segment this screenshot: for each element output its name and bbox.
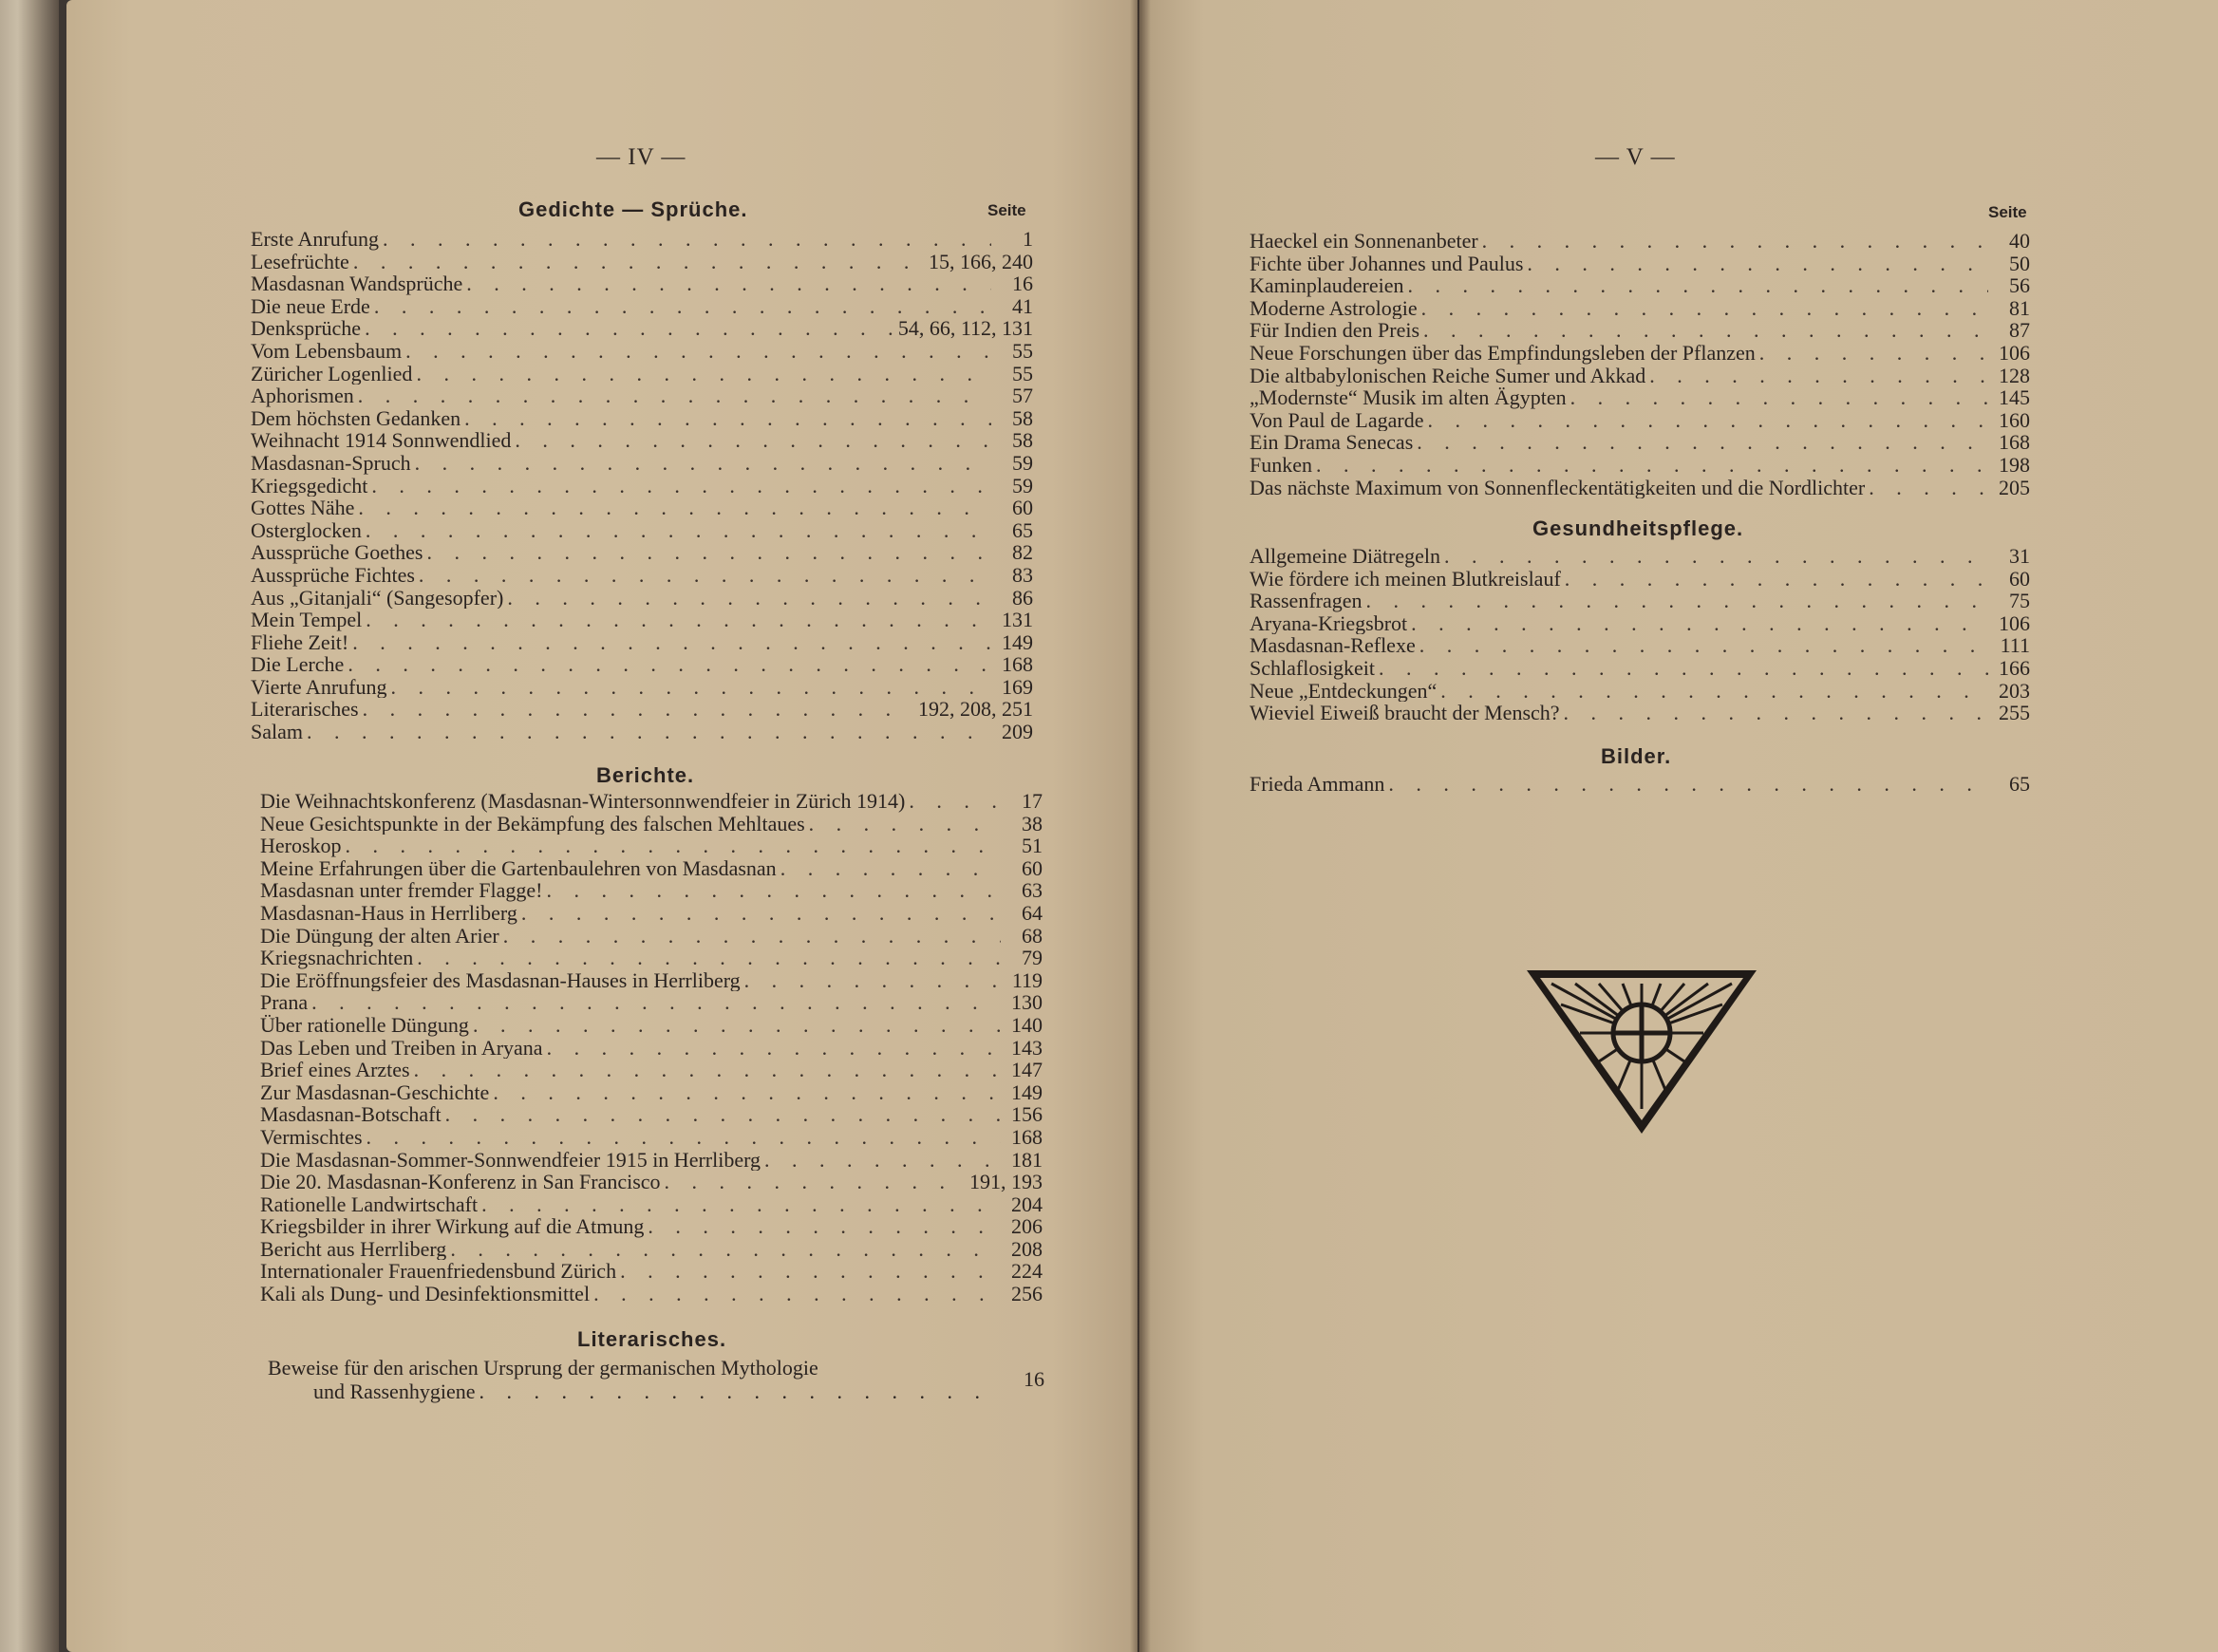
leader-dots (346, 835, 1001, 857)
toc-entry (251, 295, 1033, 318)
toc-list-gesundheit (1250, 545, 2030, 724)
toc-entry (251, 676, 1033, 699)
entry-page: 65 (1012, 518, 1033, 542)
leader-dots (1482, 230, 1988, 253)
seite-label-left: Seite (987, 201, 1026, 219)
toc-entry (260, 1149, 1043, 1172)
toc-entry (251, 587, 1033, 610)
leader-dots (1417, 431, 1988, 454)
leader-dots (1316, 454, 1988, 477)
leader-dots (1527, 253, 1988, 275)
entry-page: 192, 208, 251 (918, 698, 1033, 722)
entry-title: Heroskop (260, 835, 342, 857)
entry-page: 255 (1999, 702, 2030, 724)
entry-page: 59 (1012, 474, 1033, 497)
leader-dots (473, 1014, 1001, 1037)
entry-page: 198 (1999, 453, 2030, 477)
entry-title: Rationelle Landwirtschaft (260, 1192, 479, 1216)
toc-entry (1250, 634, 2030, 657)
entry-page: 145 (1999, 386, 2030, 409)
toc-entry (1250, 297, 2030, 320)
leader-dots (1565, 568, 1988, 591)
entry-title: Aphorismen (251, 385, 354, 407)
entry-title: Lesefrüchte (251, 250, 349, 273)
entry-title: Wie fördere ich meinen Blutkreislauf (1250, 567, 1561, 591)
entry-page: 191, 193 (969, 1171, 1043, 1193)
toc-entry (251, 407, 1033, 430)
leader-dots (365, 317, 894, 340)
entry-title: Frieda Ammann (1250, 773, 1385, 796)
toc-entry (260, 1260, 1043, 1283)
entry-page: 50 (2009, 252, 2030, 275)
entry-title: Salam (251, 721, 303, 743)
entry-title: Masdasnan unter fremder Flagge! (260, 879, 543, 902)
toc-entry (260, 1037, 1043, 1060)
entry-title: Die altbabylonischen Reiche Sumer und Akkad (1250, 364, 1646, 387)
entry-title: Die Masdasnan-Sommer-Sonnwendfeier 1915 in Herrliberg (260, 1148, 761, 1172)
toc-entry-literarisches (268, 1356, 1044, 1403)
entry-page: 131 (1002, 609, 1033, 631)
toc-entry (260, 1215, 1043, 1238)
leader-dots (405, 340, 991, 363)
toc-entry (1250, 702, 2030, 724)
entry-page: 87 (2009, 319, 2030, 342)
entry-page: 83 (1012, 563, 1033, 587)
entry-title: Masdasnan-Spruch (251, 451, 411, 475)
entry-title: Aussprüche Goethes (251, 541, 423, 564)
toc-list-bilder (1250, 773, 2030, 796)
leader-dots (366, 609, 991, 631)
toc-entry (260, 925, 1043, 948)
toc-entry (251, 631, 1033, 654)
entry-page: 38 (1022, 812, 1043, 835)
leader-dots (1564, 702, 1988, 724)
entry-page: 168 (1011, 1125, 1043, 1149)
entry-page: 75 (2009, 590, 2030, 612)
entry-page: 128 (1999, 364, 2030, 387)
leader-dots (352, 631, 991, 654)
entry-title-line2: und Rassenhygiene (313, 1380, 476, 1403)
leader-dots (507, 587, 991, 610)
toc-entry (1250, 365, 2030, 387)
toc-entry (1250, 657, 2030, 680)
toc-entry (251, 429, 1033, 452)
entry-page: 203 (1999, 679, 2030, 703)
leader-dots (311, 991, 1001, 1014)
entry-title: Erste Anrufung (251, 228, 380, 251)
leader-dots (547, 1037, 1001, 1060)
section-title-bilder: Bilder. (1601, 744, 1672, 768)
toc-entry (260, 1059, 1043, 1081)
entry-page: 166 (1999, 656, 2030, 680)
entry-title: Kali als Dung- und Desinfektionsmittel (260, 1283, 591, 1305)
entry-title: Aryana-Kriegsbrot (1250, 611, 1408, 635)
toc-entry (251, 541, 1033, 564)
entry-title: Die neue Erde (251, 294, 370, 318)
toc-entry (251, 363, 1033, 385)
entry-title: Ein Drama Senecas (1250, 431, 1414, 454)
leader-dots (358, 385, 991, 407)
toc-entry (1250, 590, 2030, 612)
toc-entry (251, 251, 1033, 273)
entry-title: Bericht aus Herrliberg (260, 1237, 447, 1261)
leader-dots (383, 228, 991, 251)
entry-title: Vierte Anrufung (251, 675, 387, 699)
leader-dots (426, 541, 991, 564)
entry-title-line1: Beweise für den arischen Ursprung der germanischen Mythologie (268, 1356, 818, 1380)
toc-entry (260, 1171, 1043, 1193)
entry-title: Meine Erfahrungen über die Gartenbaulehren von Masdasnan (260, 856, 777, 880)
toc-entry (251, 452, 1033, 475)
entry-page: 1 (1023, 228, 1033, 251)
entry-title: Wieviel Eiweiß braucht der Mensch? (1250, 702, 1560, 724)
toc-entry (251, 721, 1033, 743)
leader-dots (417, 947, 1001, 969)
section-title-gedichte: Gedichte — Sprüche. (518, 197, 748, 221)
toc-entry (260, 879, 1043, 902)
entry-page: 16 (1012, 272, 1033, 295)
entry-page: 57 (1012, 385, 1033, 407)
toc-entry (251, 653, 1033, 676)
leader-dots (744, 969, 1001, 992)
entry-title: Die 20. Masdasnan-Konferenz in San Francisco (260, 1171, 661, 1193)
leader-dots (464, 407, 991, 430)
leader-dots (1421, 297, 1988, 320)
entry-page: 82 (1012, 541, 1033, 564)
toc-entry (260, 1193, 1043, 1216)
entry-title: Über rationelle Düngung (260, 1013, 469, 1037)
entry-title: Die Eröffnungsfeier des Masdasnan-Hauses in Herrliberg (260, 968, 741, 992)
entry-title: Masdasnan Wandsprüche (251, 272, 463, 295)
leader-dots (1428, 409, 1989, 432)
toc-entry (251, 475, 1033, 497)
leader-dots (764, 1149, 1001, 1172)
entry-page: 130 (1011, 991, 1043, 1014)
toc-entry (260, 1283, 1043, 1305)
leader-dots (353, 251, 925, 273)
entry-title: Internationaler Frauenfriedensbund Zürich (260, 1260, 617, 1284)
toc-entry (1250, 612, 2030, 635)
entry-page: 55 (1012, 362, 1033, 385)
page-number-right: — V — (1595, 144, 1676, 170)
toc-entry (1250, 545, 2030, 568)
entry-page: 119 (1011, 968, 1043, 992)
toc-entry (251, 519, 1033, 542)
toc-entry (260, 1014, 1043, 1037)
leader-dots (348, 653, 991, 676)
leader-dots (1388, 773, 1988, 796)
leader-dots (1419, 634, 1988, 657)
leader-dots (419, 564, 991, 587)
toc-entry (251, 317, 1033, 340)
entry-title: Neue Forschungen über das Empfindungsleben der Pflanzen (1250, 341, 1756, 365)
entry-page: 63 (1022, 879, 1043, 902)
entry-page: 54, 66, 112, 131 (897, 317, 1033, 340)
leader-dots (1440, 680, 1988, 703)
leader-dots (1444, 545, 1988, 568)
entry-page: 208 (1011, 1237, 1043, 1261)
section-title-literarisches: Literarisches. (577, 1327, 727, 1351)
toc-entry (1250, 342, 2030, 365)
entry-page: 204 (1011, 1192, 1043, 1216)
toc-entry (1250, 477, 2030, 499)
entry-title: Mein Tempel (251, 609, 363, 631)
entry-page: 41 (1012, 294, 1033, 318)
entry-page: 59 (1012, 451, 1033, 475)
entry-title: Vom Lebensbaum (251, 339, 403, 363)
leader-dots (648, 1215, 1001, 1238)
toc-entry (1250, 773, 2030, 796)
toc-entry (1250, 319, 2030, 342)
toc-entry (1250, 454, 2030, 477)
entry-page: 15, 166, 240 (929, 250, 1033, 273)
toc-entry (260, 835, 1043, 857)
entry-page: 56 (2009, 274, 2030, 297)
entry-page: 149 (1002, 630, 1033, 654)
entry-page: 60 (1012, 497, 1033, 519)
entry-page: 160 (1999, 408, 2030, 432)
entry-title: Die Düngung der alten Arier (260, 924, 499, 948)
entry-title: Für Indien den Preis (1250, 319, 1420, 342)
entry-title: Kaminplaudereien (1250, 274, 1404, 297)
leader-dots (665, 1171, 966, 1193)
entry-title: Dem höchsten Gedanken (251, 406, 461, 430)
leader-dots (363, 698, 914, 721)
entry-page: 17 (1022, 790, 1043, 813)
entry-page: 256 (1011, 1283, 1043, 1305)
toc-entry (260, 947, 1043, 969)
leader-dots (503, 925, 1001, 948)
toc-entry (260, 902, 1043, 925)
toc-entry (1250, 274, 2030, 297)
entry-title: Das Leben und Treiben in Aryana (260, 1036, 543, 1060)
entry-page: 205 (1999, 476, 2030, 499)
entry-title: Von Paul de Lagarde (1250, 408, 1424, 432)
toc-entry (260, 991, 1043, 1014)
entry-page: 224 (1011, 1260, 1043, 1284)
entry-title: Kriegsbilder in ihrer Wirkung auf die Atmung (260, 1215, 645, 1238)
leader-dots (445, 1103, 1001, 1126)
entry-page: 143 (1011, 1036, 1043, 1060)
book-edge (0, 0, 59, 1652)
entry-title: Fichte über Johannes und Paulus (1250, 252, 1524, 275)
leader-dots (414, 1059, 1001, 1081)
toc-entry (251, 228, 1033, 251)
toc-entry (260, 969, 1043, 992)
entry-title: Neue „Entdeckungen“ (1250, 679, 1438, 703)
leader-dots (620, 1260, 1001, 1283)
entry-title: Das nächste Maximum von Sonnenfleckentätigkeiten und die Nordlichter (1250, 476, 1866, 499)
entry-page: 68 (1022, 924, 1043, 948)
toc-entry (260, 1126, 1043, 1149)
leader-dots (466, 272, 991, 295)
toc-entry (251, 385, 1033, 407)
entry-title: Aus „Gitanjali“ (Sangesopfer) (251, 586, 504, 610)
entry-title: Rassenfragen (1250, 590, 1363, 612)
toc-entry (251, 272, 1033, 295)
leader-dots (1423, 319, 1988, 342)
entry-title: Haeckel ein Sonnenanbeter (1250, 230, 1478, 253)
entry-page: 111 (2000, 634, 2030, 657)
toc-entry (251, 609, 1033, 631)
leader-dots (1366, 590, 1988, 612)
leader-dots (780, 857, 1001, 880)
leader-dots (367, 1126, 1001, 1149)
leader-dots (371, 475, 991, 497)
entry-page: 40 (2009, 230, 2030, 253)
toc-entry (251, 698, 1033, 721)
toc-entry (260, 813, 1043, 835)
entry-page: 106 (1999, 341, 2030, 365)
entry-title: Masdasnan-Haus in Herrliberg (260, 901, 517, 925)
entry-title: Vermischtes (260, 1125, 363, 1149)
entry-title: Die Weihnachtskonferenz (Masdasnan-Wintersonnwendfeier in Zürich 1914) (260, 790, 906, 813)
entry-title: Denksprüche (251, 317, 362, 340)
entry-page: 81 (2009, 296, 2030, 320)
toc-list-berichte (260, 790, 1043, 1305)
entry-page: 156 (1011, 1103, 1043, 1126)
seite-label-right: Seite (1988, 203, 2027, 221)
entry-page: 149 (1011, 1080, 1043, 1104)
leader-dots (479, 1380, 987, 1403)
leader-dots (374, 295, 991, 318)
toc-entry (260, 857, 1043, 880)
toc-entry (1250, 230, 2030, 253)
leader-dots (481, 1193, 1001, 1216)
page-number-left: — IV — (596, 144, 686, 170)
leader-dots (1379, 657, 1988, 680)
leader-dots (1411, 612, 1988, 635)
leader-dots (809, 813, 1001, 835)
leader-dots (1869, 477, 1988, 499)
entry-page: 209 (1002, 721, 1033, 743)
entry-page: 79 (1022, 947, 1043, 969)
entry-title: Zur Masdasnan-Geschichte (260, 1080, 490, 1104)
entry-page: 169 (1002, 675, 1033, 699)
toc-entry (1250, 253, 2030, 275)
entry-page: 181 (1011, 1148, 1043, 1172)
entry-title: Prana (260, 991, 309, 1014)
entry-title: Züricher Logenlied (251, 362, 413, 385)
toc-entry (260, 1081, 1043, 1104)
entry-title: Kriegsgedicht (251, 474, 368, 497)
entry-page: 140 (1011, 1013, 1043, 1037)
toc-entry (1250, 386, 2030, 409)
section-title-berichte: Berichte. (596, 763, 695, 787)
leader-dots (521, 902, 1001, 925)
entry-page: 168 (1002, 653, 1033, 676)
section-title-gesundheit: Gesundheitspflege. (1532, 516, 1744, 540)
entry-title: „Modernste“ Musik im alten Ägypten (1250, 386, 1567, 409)
entry-title: Neue Gesichtspunkte in der Bekämpfung des falschen Mehltaues (260, 812, 805, 835)
entry-page: 51 (1022, 835, 1043, 857)
leader-dots (366, 519, 991, 542)
entry-title-line2-row (268, 1380, 1044, 1403)
entry-title: Brief eines Arztes (260, 1059, 410, 1081)
entry-title: Literarisches (251, 698, 359, 722)
leader-dots (1649, 365, 1988, 387)
toc-entry (251, 497, 1033, 519)
entry-page: 58 (1012, 406, 1033, 430)
toc-entry (260, 790, 1043, 813)
leader-dots (358, 497, 991, 519)
entry-page: 60 (1022, 856, 1043, 880)
leader-dots (416, 363, 991, 385)
leader-dots (493, 1081, 1001, 1104)
entry-page: 168 (1999, 431, 2030, 454)
leader-dots (1570, 386, 1988, 409)
entry-title: Aussprüche Fichtes (251, 563, 415, 587)
toc-list-continued (1250, 230, 2030, 498)
leader-dots (515, 429, 991, 452)
entry-title: Allgemeine Diätregeln (1250, 545, 1440, 568)
leader-dots (307, 721, 991, 743)
entry-page: 65 (2009, 773, 2030, 796)
entry-title: Masdasnan-Botschaft (260, 1103, 442, 1126)
leader-dots (390, 676, 991, 699)
sun-cross-emblem-icon (1523, 967, 1760, 1137)
entry-title: Moderne Astrologie (1250, 296, 1418, 320)
entry-page: 206 (1011, 1215, 1043, 1238)
entry-title: Weihnacht 1914 Sonnwendlied (251, 429, 512, 452)
toc-list-gedichte (251, 228, 1033, 743)
entry-title: Die Lerche (251, 653, 345, 676)
entry-page: 106 (1999, 611, 2030, 635)
entry-page: 31 (2009, 545, 2030, 568)
entry-page: 60 (2009, 567, 2030, 591)
toc-entry (251, 564, 1033, 587)
entry-page: 58 (1012, 429, 1033, 452)
leader-dots (1408, 274, 1989, 297)
entry-title: Osterglocken (251, 518, 362, 542)
toc-entry (251, 340, 1033, 363)
leader-dots (450, 1238, 1001, 1261)
entry-page: 147 (1011, 1059, 1043, 1081)
toc-entry (1250, 568, 2030, 591)
book-gutter (1130, 0, 1151, 1652)
leader-dots (415, 452, 991, 475)
toc-entry (1250, 680, 2030, 703)
entry-title: Fliehe Zeit! (251, 630, 349, 654)
leader-dots (547, 879, 1001, 902)
toc-entry (260, 1103, 1043, 1126)
leader-dots (1759, 342, 1988, 365)
entry-page: 86 (1012, 586, 1033, 610)
toc-entry (1250, 431, 2030, 454)
entry-title: Gottes Nähe (251, 497, 355, 519)
toc-entry (260, 1238, 1043, 1261)
entry-title: Schlaflosigkeit (1250, 656, 1375, 680)
entry-title: Funken (1250, 453, 1312, 477)
entry-title: Kriegsnachrichten (260, 947, 414, 969)
leader-dots (909, 790, 1001, 813)
entry-page: 64 (1022, 901, 1043, 925)
entry-title: Masdasnan-Reflexe (1250, 634, 1416, 657)
leader-dots (593, 1283, 1001, 1305)
entry-page: 55 (1012, 339, 1033, 363)
toc-entry (1250, 409, 2030, 432)
entry-page: 16 (1024, 1367, 1044, 1391)
